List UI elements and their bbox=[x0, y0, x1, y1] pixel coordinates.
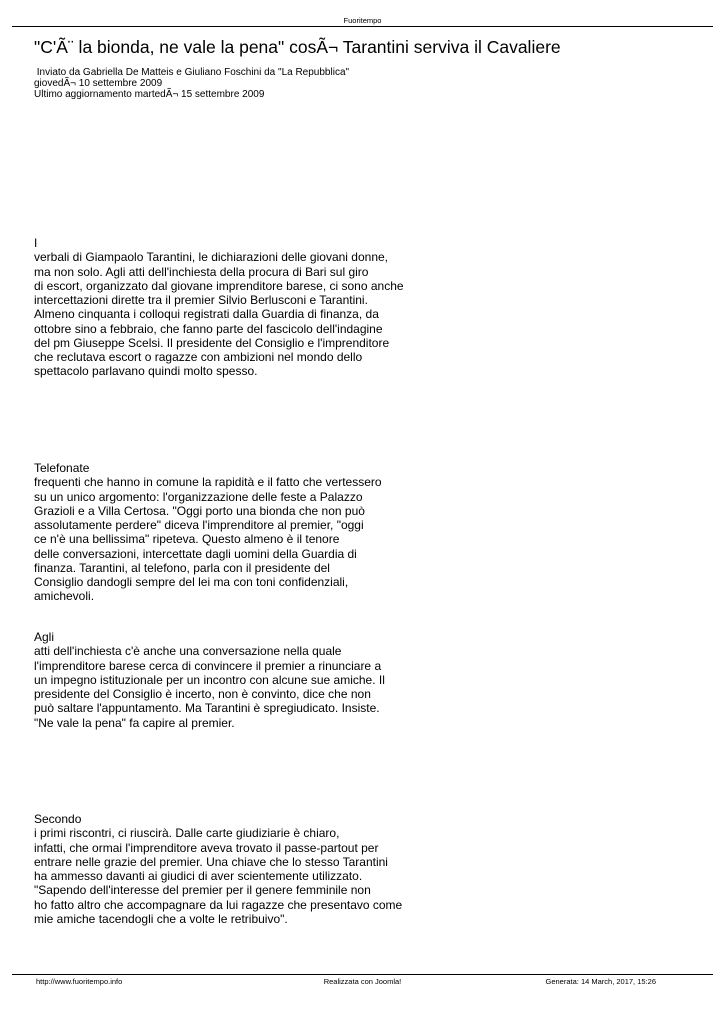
footer-divider bbox=[12, 974, 713, 975]
article-date: giovedÃ¬ 10 settembre 2009 bbox=[34, 78, 163, 89]
header-divider bbox=[12, 26, 713, 27]
article-author-line: Inviato da Gabriella De Matteis e Giuliano Foschini da "La Repubblica" bbox=[34, 67, 350, 78]
article-paragraph: Secondo i primi riscontri, ci riuscirà. Dalle carte giudiziarie è chiaro, infatti, che ormai l'imprenditore aveva trovato il passe-partout per entrare nelle grazie del premier. Una chiave che lo stesso Tarantini ha ammesso davanti ai giudici di aver scientemente utilizzato. "Sapendo dell'interesse del premier per il genere femminile non ho fatto altro che accompagnare da lui ragazze che presentavo come mie amiche tacendogli che a volte le retribuivo". bbox=[34, 812, 403, 926]
article-meta bbox=[34, 67, 349, 100]
footer-site-url: http://www.fuoritempo.info bbox=[36, 977, 123, 986]
site-name: Fuoritempo bbox=[343, 16, 382, 25]
article-last-updated: Ultimo aggiornamento martedÃ¬ 15 settembre 2009 bbox=[34, 89, 265, 100]
article-paragraph: I verbali di Giampaolo Tarantini, le dichiarazioni delle giovani donne, ma non solo. Agli atti dell'inchiesta della procura di Bari sul giro di escort, organizzato dal giovane imprenditore barese, ci sono anche intercettazioni dirette tra il premier Silvio Berlusconi e Tarantini. Almeno cinquanta i colloqui registrati dalla Guardia di finanza, da ottobre sino a febbraio, che fanno parte del fascicolo dell'indagine del pm Giuseppe Scelsi. Il presidente del Consiglio e l'imprenditore che reclutava escort o ragazze con ambizioni nel mondo dello spettacolo parlavano quindi molto spesso. bbox=[34, 236, 404, 379]
footer-made-with: Realizzata con Joomla! bbox=[323, 977, 402, 986]
article-paragraph: Telefonate frequenti che hanno in comune la rapidità e il fatto che vertessero su un unico argomento: l'organizzazione delle feste a Palazzo Grazioli e a Villa Certosa. "Oggi porto una bionda che non può assolutamente perdere" diceva l'imprenditore al premier, "oggi ce n'è una bellissima" ripeteva. Questo almeno è il tenore delle conversazioni, intercettate dagli uomini della Guardia di finanza. Tarantini, al telefono, parla con il presidente del Consiglio dandogli sempre del lei ma con toni confidenziali, amichevoli. bbox=[34, 461, 382, 604]
article-title: "C'Ã¨ la bionda, ne vale la pena" cosÃ¬ Tarantini serviva il Cavaliere bbox=[34, 37, 561, 57]
footer-generated-date: Generata: 14 March, 2017, 15:26 bbox=[545, 977, 656, 986]
article-paragraph: Agli atti dell'inchiesta c'è anche una conversazione nella quale l'imprenditore barese cerca di convincere il premier a rinunciare a un impegno istituzionale per un incontro con alcune sue amiche. Il presidente del Consiglio è incerto, non è convinto, dice che non può saltare l'appuntamento. Ma Tarantini è spregiudicato. Insiste. "Ne vale la pena" fa capire al premier. bbox=[34, 630, 385, 730]
